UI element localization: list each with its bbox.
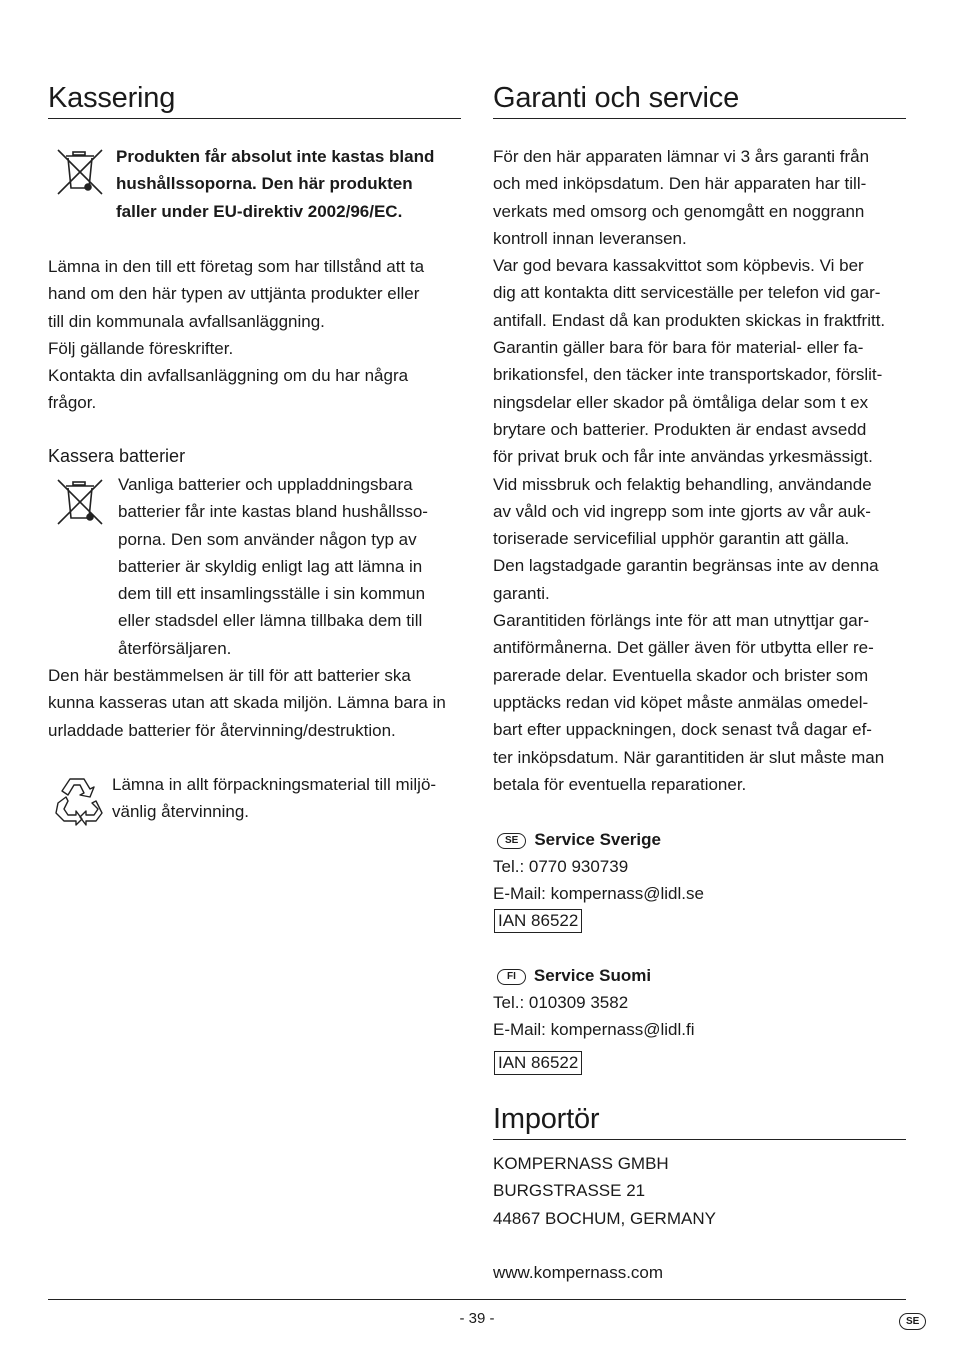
ian-box-se: IAN 86522 (494, 909, 582, 933)
weee-notice: Produkten får absolut inte kastas bland hushållssoporna. Den här produkten faller under EU-direktiv 2002/96/EC. (116, 147, 435, 221)
crossed-bin-icon (54, 146, 106, 198)
service-se-email: E-Mail: kompernass@lidl.se (493, 884, 704, 904)
country-badge-fi: FI (497, 969, 526, 985)
service-se-contact (493, 853, 704, 908)
service-se-tel: Tel.: 0770 930739 (493, 857, 629, 876)
disposal-text: Lämna in den till ett företag som har tillstånd att ta hand om den här typen av uttjänta produkter eller till din kommunala avfallsanläggning. Följ gällande föreskrifter. Kontakta din avfallsanläggning om du har några frågor. (48, 257, 425, 413)
battery-text: Vanliga batterier och uppladdningsbara batterier får inte kastas bland hushållsso- porna. Den som använder någon typ av batterier är skyldig enligt lag att lämna in dem till ett insamlingsställe i sin kommun eller stadsdel eller lämna tillbaka dem till återförsäljaren. (118, 475, 428, 658)
website-link[interactable]: www.kompernass.com (493, 1263, 664, 1282)
service-fi-contact (493, 989, 694, 1044)
service-fi-title: Service Suomi (533, 966, 652, 985)
kassering-heading: Kassering (48, 80, 461, 119)
packaging-text: Lämna in allt förpackningsmaterial till miljö- vänlig återvinning. (112, 775, 437, 822)
importer-address: KOMPERNASS GMBH BURGSTRASSE 21 44867 BOCHUM, GERMANY (493, 1154, 716, 1228)
service-finland (497, 962, 651, 989)
page-number: - 39 - (459, 1310, 495, 1327)
language-badge: SE (899, 1313, 926, 1330)
battery-bin-icon (54, 476, 106, 528)
service-fi-email: E-Mail: kompernass@lidl.fi (493, 1020, 695, 1040)
recycle-icon (50, 773, 106, 827)
importer-heading: Importör (493, 1101, 906, 1140)
battery-heading: Kassera batterier (48, 446, 186, 466)
battery-text-2: Den här bestämmelsen är till för att batterier ska kunna kasseras utan att skada miljön. Lämna bara in urladdade batterier för återvinning/destruktion. (48, 666, 446, 740)
ian-box-fi: IAN 86522 (494, 1051, 582, 1075)
service-sweden (497, 826, 661, 853)
service-fi-tel: Tel.: 010309 3582 (493, 993, 629, 1012)
service-se-title: Service Sverige (534, 830, 661, 849)
footer-divider (48, 1299, 906, 1300)
warranty-heading: Garanti och service (493, 80, 906, 119)
warranty-text: För den här apparaten lämnar vi 3 års garanti från och med inköpsdatum. Den här apparaten har till- verkats med omsorg och genomgått en noggrann kontroll innan leveransen. Var god bevara kassakvittot som köpbevis. Vi ber dig att kontakta ditt serviceställe per telefon vid gar- antifall. Endast då kan produkten skickas in fraktfritt. Garantin gäller bara för bara för material- eller fa- brikationsfel, den täcker inte transportskador, förslit- ningsdelar eller skador på ömtåliga delar som t ex brytare och batterier. Produkten är endast avsedd för privat bruk och får inte användas yrkesmässigt. Vid missbruk och felaktig behandling, användande av våld och vid ingrepp som inte gjorts av vår auk- toriserade servicefilial upphör garantin att gälla. Den lagstadgade garantin begränsas inte av denna garanti. Garantitiden förlängs inte för att man utnyttjar gar- antiförmånerna. Det gäller även för utbytta eller re- parerade delar. Eventuella skador och brister som upptäcks redan vid köpet måste anmälas omedel- bart efter uppackningen, dock senast två dagar ef- ter inköpsdatum. När garantitiden är slut måste man betala för eventuella reparationer. (493, 147, 886, 794)
country-badge-se: SE (497, 833, 526, 849)
